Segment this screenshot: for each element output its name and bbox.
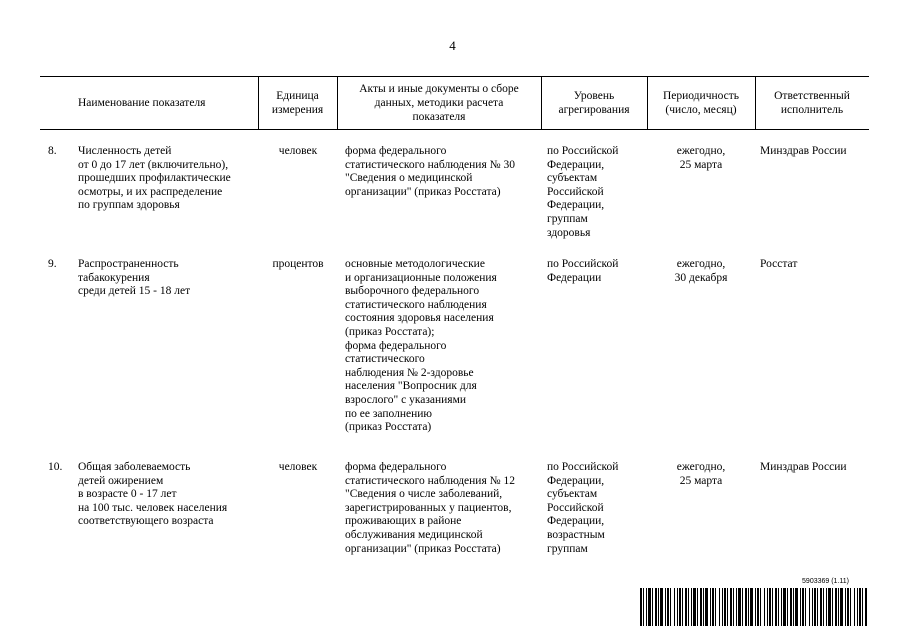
- barcode-bar: [809, 588, 810, 626]
- barcode-bar: [655, 588, 657, 626]
- barcode-bar: [733, 588, 734, 626]
- barcode-bar: [660, 588, 663, 626]
- header-aggregation-level: Уровень агрегирования: [558, 89, 630, 116]
- barcode-bar: [665, 588, 666, 626]
- barcode-bar: [643, 588, 644, 626]
- barcode-bar: [778, 588, 779, 626]
- barcode-icon: [640, 588, 869, 626]
- barcode-bar: [703, 588, 704, 626]
- barcode-bar: [847, 588, 849, 626]
- barcode-bar: [767, 588, 768, 626]
- row-indicator-name: Численность детей от 0 до 17 лет (включительно), прошедших профилактические осмотры, и их распределение по группам здоровья: [78, 145, 231, 212]
- row-documents: форма федерального статистического наблюдения № 30 "Сведения о медицинской организации" (приказ Росстата): [345, 145, 515, 198]
- barcode-bar: [764, 588, 765, 626]
- barcode-bar: [795, 588, 798, 626]
- barcode-bar: [688, 588, 689, 626]
- row-documents: основные методологические и организационные положения выборочного федерального статистического наблюдения состояния здоровья населения (приказ Росстата); форма федерального статистического наблюдения № 2-здоровье населения "Вопросник для взрослого" с указаниями по ее заполнению (приказ Росстата): [345, 258, 497, 434]
- barcode-bar: [783, 588, 786, 626]
- barcode-bar: [697, 588, 698, 626]
- barcode-bar: [730, 588, 732, 626]
- row-periodicity: ежегодно, 25 марта: [676, 145, 726, 171]
- barcode-bar: [772, 588, 773, 626]
- barcode-bar: [826, 588, 827, 626]
- barcode-bar: [685, 588, 687, 626]
- barcode-bar: [845, 588, 846, 626]
- barcode-bar: [859, 588, 861, 626]
- row-number: 9.: [48, 258, 57, 270]
- barcode-bar: [787, 588, 788, 626]
- barcode-bar: [679, 588, 681, 626]
- barcode-bar: [710, 588, 711, 626]
- barcode-bar: [790, 588, 792, 626]
- barcode-bar: [742, 588, 743, 626]
- barcode-bar: [781, 588, 782, 626]
- barcode-bar: [838, 588, 839, 626]
- barcode-bar: [760, 588, 761, 626]
- row-unit: процентов: [272, 258, 324, 270]
- barcode-bar: [670, 588, 671, 626]
- row-indicator-name: Распространенность табакокурения среди детей 15 - 18 лет: [78, 258, 191, 298]
- barcode-bar: [857, 588, 858, 626]
- row-number: 8.: [48, 145, 57, 157]
- barcode-bar: [769, 588, 771, 626]
- barcode-bar: [840, 588, 843, 626]
- row-number: 10.: [48, 461, 63, 473]
- barcode-bar: [677, 588, 678, 626]
- barcode-bar: [755, 588, 756, 626]
- header-documents: Акты и иные документы о сборе данных, методики расчета показателя: [359, 82, 519, 123]
- barcode-bar: [712, 588, 714, 626]
- barcode-bar: [715, 588, 716, 626]
- barcode-bar: [793, 588, 794, 626]
- barcode-bar: [738, 588, 741, 626]
- barcode-bar: [693, 588, 696, 626]
- barcode-bar: [854, 588, 855, 626]
- barcode-bar: [658, 588, 659, 626]
- barcode-bar: [700, 588, 702, 626]
- barcode-bar: [705, 588, 708, 626]
- barcode-bar: [674, 588, 675, 626]
- barcode-bar: [820, 588, 822, 626]
- barcode-bar: [862, 588, 863, 626]
- row-periodicity: ежегодно, 25 марта: [676, 461, 726, 487]
- row-aggregation-level: по Российской Федерации, субъектам Российской Федерации, группам здоровья: [547, 145, 619, 239]
- row-responsible: Минздрав России: [760, 145, 847, 157]
- row-unit: человек: [278, 461, 318, 473]
- row-periodicity: ежегодно, 30 декабря: [674, 258, 728, 284]
- barcode-bar: [682, 588, 683, 626]
- barcode-bar: [646, 588, 647, 626]
- barcode-bar: [802, 588, 804, 626]
- barcode-bar: [719, 588, 720, 626]
- barcode-bar: [640, 588, 642, 626]
- barcode-bar: [823, 588, 824, 626]
- barcode-bar: [805, 588, 806, 626]
- row-aggregation-level: по Российской Федерации: [547, 258, 619, 284]
- barcode-number: 5903369 (1.11): [802, 578, 849, 585]
- header-responsible: Ответственный исполнитель: [774, 89, 850, 116]
- header-unit: Единица измерения: [271, 89, 324, 116]
- row-aggregation-level: по Российской Федерации, субъектам Российской Федерации, возрастным группам: [547, 461, 619, 555]
- barcode-bar: [691, 588, 692, 626]
- barcode-bar: [722, 588, 723, 626]
- barcode-bar: [745, 588, 747, 626]
- header-indicator-name: Наименование показателя: [78, 96, 206, 109]
- barcode-bar: [775, 588, 777, 626]
- row-responsible: Росстат: [760, 258, 798, 270]
- barcode-bar: [750, 588, 753, 626]
- barcode-bar: [850, 588, 851, 626]
- barcode-bar: [828, 588, 831, 626]
- row-indicator-name: Общая заболеваемость детей ожирением в возрасте 0 - 17 лет на 100 тыс. человек населения соответствующего возраста: [78, 461, 228, 528]
- barcode-bar: [652, 588, 653, 626]
- barcode-bar: [835, 588, 837, 626]
- barcode-bar: [748, 588, 749, 626]
- barcode-bar: [736, 588, 737, 626]
- row-documents: форма федерального статистического наблюдения № 12 "Сведения о числе заболеваний, зарегистрированных у пациентов, проживающих в районе обслуживания медицинской организации" (приказ Росстата): [345, 461, 515, 555]
- barcode-bar: [832, 588, 833, 626]
- header-periodicity: Периодичность (число, месяц): [662, 89, 740, 116]
- barcode-bar: [648, 588, 651, 626]
- barcode-bar: [812, 588, 813, 626]
- barcode-bar: [724, 588, 726, 626]
- barcode-bar: [817, 588, 818, 626]
- barcode-bar: [757, 588, 759, 626]
- barcode-bar: [667, 588, 669, 626]
- row-responsible: Минздрав России: [760, 461, 847, 473]
- barcode-bar: [814, 588, 816, 626]
- barcode-bar: [800, 588, 801, 626]
- page-number: 4: [449, 38, 456, 53]
- barcode-bar: [727, 588, 728, 626]
- row-unit: человек: [278, 145, 318, 157]
- header-bottom-rule: [40, 129, 869, 130]
- barcode-bar: [865, 588, 867, 626]
- barcode: [640, 578, 869, 628]
